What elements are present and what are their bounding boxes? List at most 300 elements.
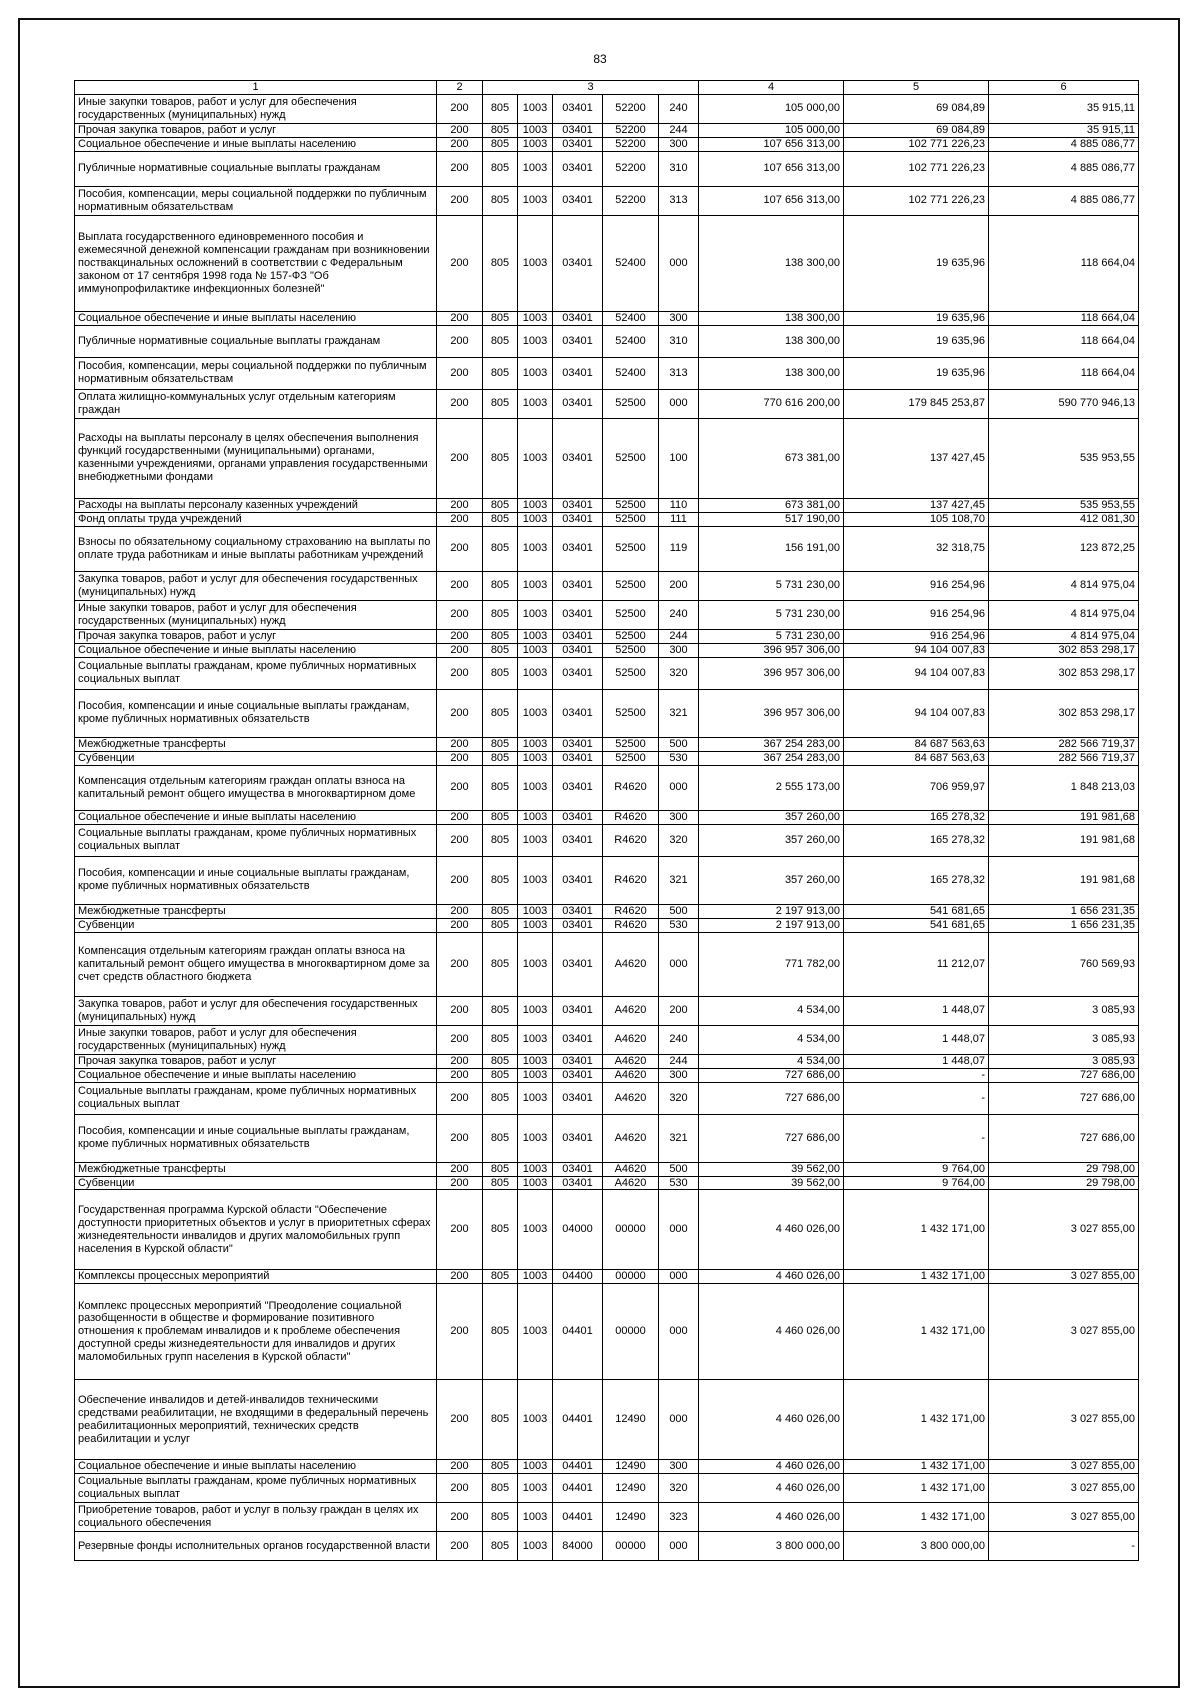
cell-section-code: 1003 [518, 904, 553, 918]
cell-program-code: 03401 [553, 389, 603, 418]
cell-direction-code: A4620 [603, 1114, 659, 1162]
cell-direction-code: R4620 [603, 856, 659, 904]
table-row [75, 657, 1139, 689]
cell-expense-type: 000 [659, 215, 699, 311]
cell-col-5: - [844, 1082, 989, 1114]
cell-direction-code: 52400 [603, 215, 659, 311]
cell-col-6: 29 798,00 [989, 1162, 1139, 1176]
cell-name: Взносы по обязательному социальному страхованию на выплаты по оплате труда работникам и иные выплаты работникам учреждений [75, 526, 437, 571]
cell-program-code: 03401 [553, 357, 603, 389]
cell-name: Межбюджетные трансферты [75, 737, 437, 751]
cell-section-code: 1003 [518, 512, 553, 526]
cell-name: Закупка товаров, работ и услуг для обеспечения государственных (муниципальных) нужд [75, 571, 437, 600]
cell-col-5: 94 104 007,83 [844, 689, 989, 737]
cell-expense-type: 000 [659, 1532, 699, 1561]
table-row [75, 810, 1139, 824]
cell-ministry-code: 805 [483, 1474, 518, 1503]
cell-col-5: 916 254,96 [844, 600, 989, 629]
cell-col-2: 200 [437, 137, 483, 151]
cell-ministry-code: 805 [483, 311, 518, 325]
cell-col-2: 200 [437, 94, 483, 123]
cell-direction-code: 52500 [603, 629, 659, 643]
cell-col-4: 138 300,00 [699, 325, 844, 357]
cell-col-6: 35 915,11 [989, 123, 1139, 137]
cell-name: Фонд оплаты труда учреждений [75, 512, 437, 526]
cell-section-code: 1003 [518, 1380, 553, 1460]
cell-col-2: 200 [437, 1270, 483, 1284]
cell-name: Расходы на выплаты персоналу казенных учреждений [75, 498, 437, 512]
cell-col-6: 4 814 975,04 [989, 629, 1139, 643]
cell-name: Обеспечение инвалидов и детей-инвалидов техническими средствами реабилитации, не входящими в федеральный перечень реабилитационных мероприятий, технических средств реабилитации и услуг [75, 1380, 437, 1460]
cell-col-4: 3 800 000,00 [699, 1532, 844, 1561]
cell-col-4: 4 460 026,00 [699, 1190, 844, 1270]
cell-program-code: 03401 [553, 215, 603, 311]
cell-col-4: 39 562,00 [699, 1162, 844, 1176]
cell-name: Социальное обеспечение и иные выплаты населению [75, 311, 437, 325]
table-row [75, 311, 1139, 325]
cell-expense-type: 000 [659, 1190, 699, 1270]
cell-expense-type: 530 [659, 918, 699, 932]
table-row [75, 512, 1139, 526]
cell-name: Оплата жилищно-коммунальных услуг отдельным категориям граждан [75, 389, 437, 418]
cell-program-code: 03401 [553, 418, 603, 498]
cell-expense-type: 530 [659, 1176, 699, 1190]
cell-expense-type: 310 [659, 325, 699, 357]
cell-col-6: 1 656 231,35 [989, 904, 1139, 918]
cell-section-code: 1003 [518, 996, 553, 1025]
cell-col-2: 200 [437, 1162, 483, 1176]
cell-col-5: 102 771 226,23 [844, 186, 989, 215]
cell-expense-type: 500 [659, 737, 699, 751]
cell-col-6: 3 027 855,00 [989, 1474, 1139, 1503]
cell-col-5: 1 448,07 [844, 1054, 989, 1068]
cell-col-4: 156 191,00 [699, 526, 844, 571]
cell-col-2: 200 [437, 311, 483, 325]
cell-col-5: 19 635,96 [844, 311, 989, 325]
cell-section-code: 1003 [518, 325, 553, 357]
cell-section-code: 1003 [518, 311, 553, 325]
cell-col-5: 137 427,45 [844, 418, 989, 498]
cell-col-6: 4 885 086,77 [989, 186, 1139, 215]
cell-program-code: 03401 [553, 526, 603, 571]
cell-col-2: 200 [437, 1176, 483, 1190]
cell-name: Комплекс процессных мероприятий "Преодоление социальной разобщенности в обществе и формирование позитивного отношения к проблемам инвалидов и к проблеме обеспечения доступной среды жизнедеятельности для инвалидов и других маломобильных групп населения в Курской области" [75, 1284, 437, 1380]
cell-name: Пособия, компенсации, меры социальной поддержки по публичным нормативным обязательствам [75, 357, 437, 389]
cell-direction-code: 12490 [603, 1460, 659, 1474]
cell-col-2: 200 [437, 186, 483, 215]
cell-name: Выплата государственного единовременного пособия и ежемесячной денежной компенсации гражданам при возникновении поствакцинальных осложнений в соответствии с Федеральным законом от 17 сентября 1998 года № 157-ФЗ "Об иммунопрофилактике инфекционных болезней" [75, 215, 437, 311]
cell-col-5: 69 084,89 [844, 94, 989, 123]
cell-direction-code: 52200 [603, 186, 659, 215]
cell-col-6: 760 569,93 [989, 932, 1139, 996]
cell-col-2: 200 [437, 123, 483, 137]
cell-program-code: 03401 [553, 856, 603, 904]
cell-col-4: 2 555 173,00 [699, 765, 844, 810]
cell-direction-code: 00000 [603, 1190, 659, 1270]
cell-direction-code: 00000 [603, 1532, 659, 1561]
cell-expense-type: 200 [659, 571, 699, 600]
cell-direction-code: A4620 [603, 1025, 659, 1054]
cell-col-2: 200 [437, 737, 483, 751]
cell-direction-code: 52200 [603, 137, 659, 151]
cell-ministry-code: 805 [483, 123, 518, 137]
cell-ministry-code: 805 [483, 643, 518, 657]
cell-program-code: 03401 [553, 737, 603, 751]
cell-ministry-code: 805 [483, 810, 518, 824]
cell-ministry-code: 805 [483, 1460, 518, 1474]
cell-col-5: 32 318,75 [844, 526, 989, 571]
cell-ministry-code: 805 [483, 1162, 518, 1176]
table-row [75, 1270, 1139, 1284]
cell-ministry-code: 805 [483, 751, 518, 765]
cell-name: Межбюджетные трансферты [75, 904, 437, 918]
table-row [75, 123, 1139, 137]
cell-col-5: 19 635,96 [844, 325, 989, 357]
cell-col-2: 200 [437, 325, 483, 357]
cell-program-code: 03401 [553, 824, 603, 856]
cell-col-4: 138 300,00 [699, 311, 844, 325]
cell-name: Пособия, компенсации, меры социальной поддержки по публичным нормативным обязательствам [75, 186, 437, 215]
cell-col-2: 200 [437, 512, 483, 526]
cell-col-2: 200 [437, 498, 483, 512]
cell-col-6: 191 981,68 [989, 856, 1139, 904]
cell-expense-type: 500 [659, 904, 699, 918]
cell-name: Межбюджетные трансферты [75, 1162, 437, 1176]
cell-col-2: 200 [437, 1474, 483, 1503]
cell-col-4: 673 381,00 [699, 498, 844, 512]
cell-program-code: 03401 [553, 1054, 603, 1068]
cell-program-code: 03401 [553, 123, 603, 137]
cell-col-5: 1 432 171,00 [844, 1380, 989, 1460]
table-row [75, 418, 1139, 498]
cell-ministry-code: 805 [483, 996, 518, 1025]
cell-expense-type: 320 [659, 1474, 699, 1503]
cell-section-code: 1003 [518, 1284, 553, 1380]
cell-direction-code: 52500 [603, 418, 659, 498]
table-row [75, 325, 1139, 357]
cell-col-5: 19 635,96 [844, 215, 989, 311]
cell-program-code: 04401 [553, 1460, 603, 1474]
cell-col-6: 3 085,93 [989, 996, 1139, 1025]
cell-direction-code: 52200 [603, 123, 659, 137]
cell-col-2: 200 [437, 810, 483, 824]
table-row [75, 737, 1139, 751]
cell-col-5: 1 432 171,00 [844, 1284, 989, 1380]
cell-ministry-code: 805 [483, 94, 518, 123]
cell-program-code: 03401 [553, 1114, 603, 1162]
table-row [75, 1114, 1139, 1162]
cell-col-5: 9 764,00 [844, 1162, 989, 1176]
cell-col-5: 102 771 226,23 [844, 137, 989, 151]
cell-direction-code: 52400 [603, 311, 659, 325]
cell-direction-code: 12490 [603, 1503, 659, 1532]
cell-col-4: 4 460 026,00 [699, 1460, 844, 1474]
cell-program-code: 03401 [553, 643, 603, 657]
cell-col-6: 727 686,00 [989, 1068, 1139, 1082]
cell-section-code: 1003 [518, 215, 553, 311]
cell-col-2: 200 [437, 389, 483, 418]
cell-col-2: 200 [437, 996, 483, 1025]
cell-ministry-code: 805 [483, 1068, 518, 1082]
cell-col-4: 4 534,00 [699, 996, 844, 1025]
cell-col-5: 19 635,96 [844, 357, 989, 389]
cell-direction-code: A4620 [603, 1162, 659, 1176]
cell-program-code: 03401 [553, 918, 603, 932]
cell-ministry-code: 805 [483, 1025, 518, 1054]
cell-col-2: 200 [437, 1054, 483, 1068]
cell-col-2: 200 [437, 824, 483, 856]
cell-section-code: 1003 [518, 918, 553, 932]
cell-expense-type: 110 [659, 498, 699, 512]
cell-ministry-code: 805 [483, 824, 518, 856]
budget-table [74, 80, 1139, 1561]
cell-col-6: 3 085,93 [989, 1025, 1139, 1054]
cell-ministry-code: 805 [483, 1284, 518, 1380]
cell-expense-type: 300 [659, 1460, 699, 1474]
cell-expense-type: 300 [659, 1068, 699, 1082]
cell-ministry-code: 805 [483, 137, 518, 151]
cell-col-6: 4 885 086,77 [989, 137, 1139, 151]
cell-section-code: 1003 [518, 657, 553, 689]
cell-expense-type: 240 [659, 1025, 699, 1054]
cell-expense-type: 323 [659, 1503, 699, 1532]
cell-program-code: 03401 [553, 151, 603, 186]
cell-program-code: 03401 [553, 1082, 603, 1114]
cell-direction-code: R4620 [603, 904, 659, 918]
cell-program-code: 04401 [553, 1474, 603, 1503]
cell-col-4: 357 260,00 [699, 810, 844, 824]
table-row [75, 932, 1139, 996]
cell-col-5: 1 432 171,00 [844, 1460, 989, 1474]
cell-name: Иные закупки товаров, работ и услуг для обеспечения государственных (муниципальных) нужд [75, 600, 437, 629]
cell-section-code: 1003 [518, 856, 553, 904]
table-row [75, 526, 1139, 571]
cell-direction-code: 00000 [603, 1284, 659, 1380]
cell-direction-code: 52200 [603, 151, 659, 186]
cell-direction-code: R4620 [603, 810, 659, 824]
cell-col-5: 9 764,00 [844, 1176, 989, 1190]
table-row [75, 1025, 1139, 1054]
cell-col-6: 282 566 719,37 [989, 737, 1139, 751]
cell-col-6: 118 664,04 [989, 357, 1139, 389]
cell-program-code: 03401 [553, 657, 603, 689]
cell-expense-type: 000 [659, 765, 699, 810]
cell-col-6: 3 027 855,00 [989, 1270, 1139, 1284]
cell-section-code: 1003 [518, 765, 553, 810]
cell-col-4: 2 197 913,00 [699, 904, 844, 918]
table-row [75, 918, 1139, 932]
table-row [75, 498, 1139, 512]
table-row [75, 137, 1139, 151]
cell-section-code: 1003 [518, 571, 553, 600]
cell-col-6: 535 953,55 [989, 498, 1139, 512]
cell-section-code: 1003 [518, 94, 553, 123]
table-row [75, 1460, 1139, 1474]
table-row [75, 1380, 1139, 1460]
cell-ministry-code: 805 [483, 498, 518, 512]
cell-expense-type: 244 [659, 1054, 699, 1068]
cell-section-code: 1003 [518, 751, 553, 765]
cell-col-6: 1 656 231,35 [989, 918, 1139, 932]
cell-direction-code: 52500 [603, 389, 659, 418]
cell-section-code: 1003 [518, 932, 553, 996]
cell-section-code: 1003 [518, 418, 553, 498]
cell-program-code: 03401 [553, 996, 603, 1025]
cell-name: Комплексы процессных мероприятий [75, 1270, 437, 1284]
cell-name: Публичные нормативные социальные выплаты гражданам [75, 325, 437, 357]
cell-col-4: 4 460 026,00 [699, 1503, 844, 1532]
cell-direction-code: 00000 [603, 1270, 659, 1284]
cell-ministry-code: 805 [483, 657, 518, 689]
cell-col-6: 3 027 855,00 [989, 1190, 1139, 1270]
cell-col-6: 3 027 855,00 [989, 1284, 1139, 1380]
table-row [75, 1503, 1139, 1532]
cell-col-5: 1 432 171,00 [844, 1474, 989, 1503]
cell-col-6: 1 848 213,03 [989, 765, 1139, 810]
cell-col-2: 200 [437, 526, 483, 571]
cell-direction-code: 52500 [603, 689, 659, 737]
cell-expense-type: 320 [659, 1082, 699, 1114]
cell-expense-type: 530 [659, 751, 699, 765]
cell-name: Социальные выплаты гражданам, кроме публичных нормативных социальных выплат [75, 824, 437, 856]
cell-section-code: 1003 [518, 1114, 553, 1162]
header-row [75, 81, 1139, 95]
table-row [75, 151, 1139, 186]
cell-ministry-code: 805 [483, 571, 518, 600]
cell-ministry-code: 805 [483, 215, 518, 311]
cell-direction-code: 52400 [603, 325, 659, 357]
cell-direction-code: 52500 [603, 571, 659, 600]
cell-section-code: 1003 [518, 1025, 553, 1054]
cell-program-code: 04000 [553, 1190, 603, 1270]
cell-section-code: 1003 [518, 737, 553, 751]
cell-ministry-code: 805 [483, 151, 518, 186]
cell-col-2: 200 [437, 600, 483, 629]
cell-section-code: 1003 [518, 1503, 553, 1532]
cell-col-6: 118 664,04 [989, 311, 1139, 325]
table-row [75, 571, 1139, 600]
cell-name: Прочая закупка товаров, работ и услуг [75, 123, 437, 137]
cell-ministry-code: 805 [483, 1503, 518, 1532]
cell-col-6: - [989, 1532, 1139, 1561]
cell-name: Социальное обеспечение и иные выплаты населению [75, 643, 437, 657]
cell-expense-type: 321 [659, 856, 699, 904]
cell-ministry-code: 805 [483, 932, 518, 996]
cell-expense-type: 300 [659, 810, 699, 824]
cell-section-code: 1003 [518, 1054, 553, 1068]
cell-section-code: 1003 [518, 810, 553, 824]
cell-ministry-code: 805 [483, 526, 518, 571]
cell-col-4: 517 190,00 [699, 512, 844, 526]
cell-program-code: 03401 [553, 810, 603, 824]
cell-program-code: 03401 [553, 571, 603, 600]
cell-program-code: 03401 [553, 932, 603, 996]
cell-ministry-code: 805 [483, 1190, 518, 1270]
cell-section-code: 1003 [518, 643, 553, 657]
cell-direction-code: 52500 [603, 526, 659, 571]
cell-col-6: 727 686,00 [989, 1082, 1139, 1114]
cell-col-2: 200 [437, 215, 483, 311]
cell-col-6: 35 915,11 [989, 94, 1139, 123]
table-row [75, 1162, 1139, 1176]
cell-program-code: 03401 [553, 325, 603, 357]
cell-direction-code: 52500 [603, 600, 659, 629]
cell-expense-type: 300 [659, 311, 699, 325]
cell-name: Пособия, компенсации и иные социальные выплаты гражданам, кроме публичных нормативных обязательств [75, 1114, 437, 1162]
cell-name: Субвенции [75, 1176, 437, 1190]
table-row [75, 1082, 1139, 1114]
cell-direction-code: A4620 [603, 1082, 659, 1114]
cell-col-5: 84 687 563,63 [844, 751, 989, 765]
cell-col-5: 1 432 171,00 [844, 1503, 989, 1532]
cell-section-code: 1003 [518, 186, 553, 215]
cell-name: Приобретение товаров, работ и услуг в пользу граждан в целях их социального обеспечения [75, 1503, 437, 1532]
cell-col-4: 396 957 306,00 [699, 643, 844, 657]
cell-expense-type: 244 [659, 123, 699, 137]
cell-section-code: 1003 [518, 1474, 553, 1503]
cell-col-2: 200 [437, 1082, 483, 1114]
cell-section-code: 1003 [518, 389, 553, 418]
cell-col-5: 1 448,07 [844, 996, 989, 1025]
cell-col-4: 727 686,00 [699, 1068, 844, 1082]
cell-col-2: 200 [437, 1532, 483, 1561]
cell-col-4: 39 562,00 [699, 1176, 844, 1190]
table-row [75, 1532, 1139, 1561]
cell-expense-type: 300 [659, 643, 699, 657]
cell-direction-code: 12490 [603, 1380, 659, 1460]
cell-expense-type: 119 [659, 526, 699, 571]
cell-col-5: 165 278,32 [844, 824, 989, 856]
cell-col-6: 3 027 855,00 [989, 1503, 1139, 1532]
cell-col-5: 541 681,65 [844, 904, 989, 918]
cell-section-code: 1003 [518, 151, 553, 186]
cell-expense-type: 240 [659, 600, 699, 629]
cell-section-code: 1003 [518, 1190, 553, 1270]
cell-col-6: 727 686,00 [989, 1114, 1139, 1162]
cell-name: Социальное обеспечение и иные выплаты населению [75, 1068, 437, 1082]
cell-col-6: 535 953,55 [989, 418, 1139, 498]
cell-direction-code: A4620 [603, 932, 659, 996]
cell-name: Компенсация отдельным категориям граждан оплаты взноса на капитальный ремонт общего имущества в многоквартирном доме за счет средств областного бюджета [75, 932, 437, 996]
table-row [75, 856, 1139, 904]
cell-section-code: 1003 [518, 1162, 553, 1176]
cell-col-4: 771 782,00 [699, 932, 844, 996]
cell-direction-code: 52500 [603, 737, 659, 751]
cell-program-code: 03401 [553, 1025, 603, 1054]
cell-col-4: 4 460 026,00 [699, 1474, 844, 1503]
cell-program-code: 03401 [553, 137, 603, 151]
cell-ministry-code: 805 [483, 765, 518, 810]
header-col-5: 5 [844, 81, 989, 95]
header-col-6: 6 [989, 81, 1139, 95]
cell-expense-type: 000 [659, 1380, 699, 1460]
cell-section-code: 1003 [518, 526, 553, 571]
cell-col-4: 770 616 200,00 [699, 389, 844, 418]
cell-col-5: 137 427,45 [844, 498, 989, 512]
cell-expense-type: 000 [659, 389, 699, 418]
cell-col-5: 179 845 253,87 [844, 389, 989, 418]
table-row [75, 600, 1139, 629]
header-col-3: 3 [483, 81, 699, 95]
cell-ministry-code: 805 [483, 856, 518, 904]
cell-program-code: 03401 [553, 512, 603, 526]
cell-ministry-code: 805 [483, 629, 518, 643]
cell-program-code: 03401 [553, 1068, 603, 1082]
cell-direction-code: 52200 [603, 94, 659, 123]
cell-ministry-code: 805 [483, 1380, 518, 1460]
cell-col-6: 590 770 946,13 [989, 389, 1139, 418]
cell-ministry-code: 805 [483, 1054, 518, 1068]
